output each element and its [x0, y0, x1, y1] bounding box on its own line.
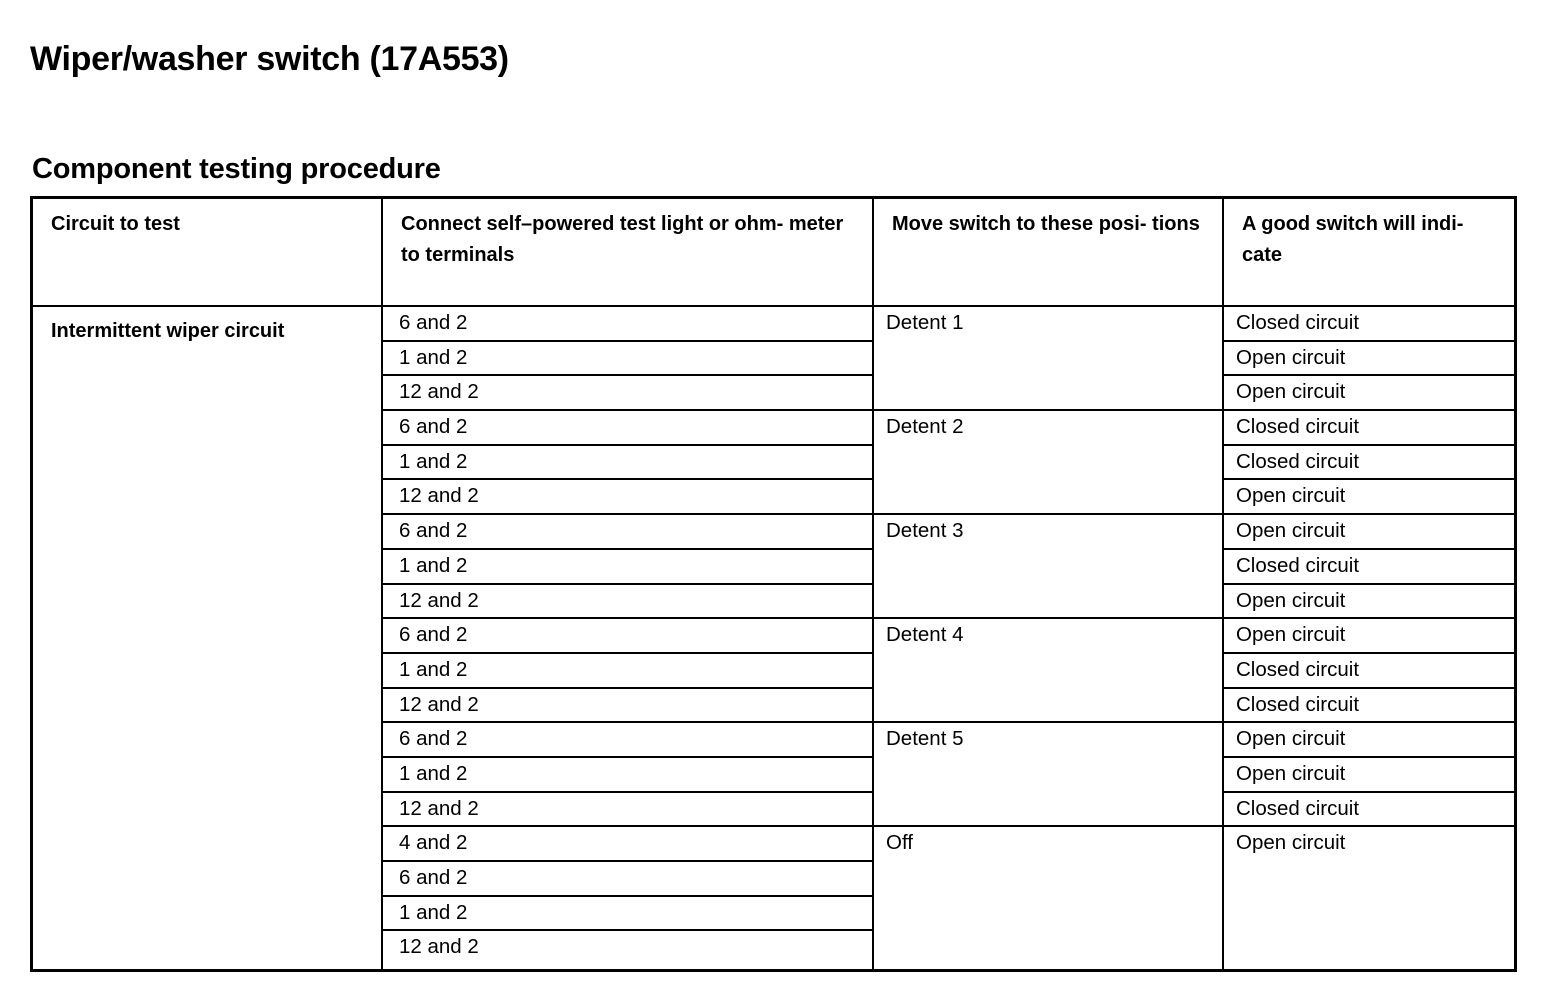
terminals-cell: 12 and 2 [383, 931, 874, 969]
terminals-cell: 1 and 2 [383, 550, 874, 585]
terminals-cell: 12 and 2 [383, 480, 874, 515]
header-good-switch-indication: A good switch will indi- cate [1224, 199, 1514, 307]
terminals-cell: 1 and 2 [383, 897, 874, 932]
header-terminals: Connect self–powered test light or ohm- meter to terminals [383, 199, 874, 307]
terminals-cell: 6 and 2 [383, 619, 874, 654]
terminals-cell: 6 and 2 [383, 723, 874, 758]
indication-cell: Open circuit [1236, 831, 1346, 855]
switch-position-cell: Off [874, 827, 1224, 969]
terminals-cell: 12 and 2 [383, 376, 874, 411]
indication-cell: Open circuit [1224, 723, 1514, 758]
terminals-cell: 1 and 2 [383, 758, 874, 793]
terminals-cell: 4 and 2 [383, 827, 874, 862]
section-title: Component testing procedure [32, 153, 441, 185]
switch-position-cell: Detent 2 [874, 411, 1224, 515]
terminals-cell: 12 and 2 [383, 793, 874, 828]
indication-cell: Closed circuit [1224, 307, 1514, 342]
indication-cell: Closed circuit [1224, 654, 1514, 689]
switch-position-cell: Detent 4 [874, 619, 1224, 723]
terminals-cell: 6 and 2 [383, 411, 874, 446]
indication-cell: Open circuit [1224, 342, 1514, 377]
terminals-cell: 1 and 2 [383, 342, 874, 377]
terminals-cell: 12 and 2 [383, 585, 874, 620]
switch-position-cell: Detent 1 [874, 307, 1224, 411]
indication-cell: Closed circuit [1224, 446, 1514, 481]
circuit-name-cell: Intermittent wiper circuit [33, 307, 383, 969]
indication-cell: Closed circuit [1224, 689, 1514, 724]
indication-cell: Closed circuit [1224, 550, 1514, 585]
terminals-cell: 1 and 2 [383, 446, 874, 481]
switch-position-cell: Detent 5 [874, 723, 1224, 827]
document-title: Wiper/washer switch (17A553) [30, 40, 509, 78]
terminals-cell: 6 and 2 [383, 307, 874, 342]
indication-cell: Open circuit [1224, 376, 1514, 411]
indication-cell: Open circuit [1224, 480, 1514, 515]
switch-position-cell: Detent 3 [874, 515, 1224, 619]
header-switch-positions: Move switch to these posi- tions [874, 199, 1224, 307]
indication-cell: Closed circuit [1224, 411, 1514, 446]
header-circuit-to-test: Circuit to test [33, 199, 383, 307]
indication-cell: Open circuit [1224, 515, 1514, 550]
indication-cell: Open circuit [1224, 585, 1514, 620]
indication-cell: Closed circuit [1224, 793, 1514, 828]
terminals-cell: 6 and 2 [383, 515, 874, 550]
indication-cell: Open circuit [1224, 619, 1514, 654]
indication-cell: Open circuit [1224, 758, 1514, 793]
terminals-cell: 6 and 2 [383, 862, 874, 897]
terminals-cell: 1 and 2 [383, 654, 874, 689]
component-testing-table [30, 196, 1517, 972]
terminals-cell: 12 and 2 [383, 689, 874, 724]
